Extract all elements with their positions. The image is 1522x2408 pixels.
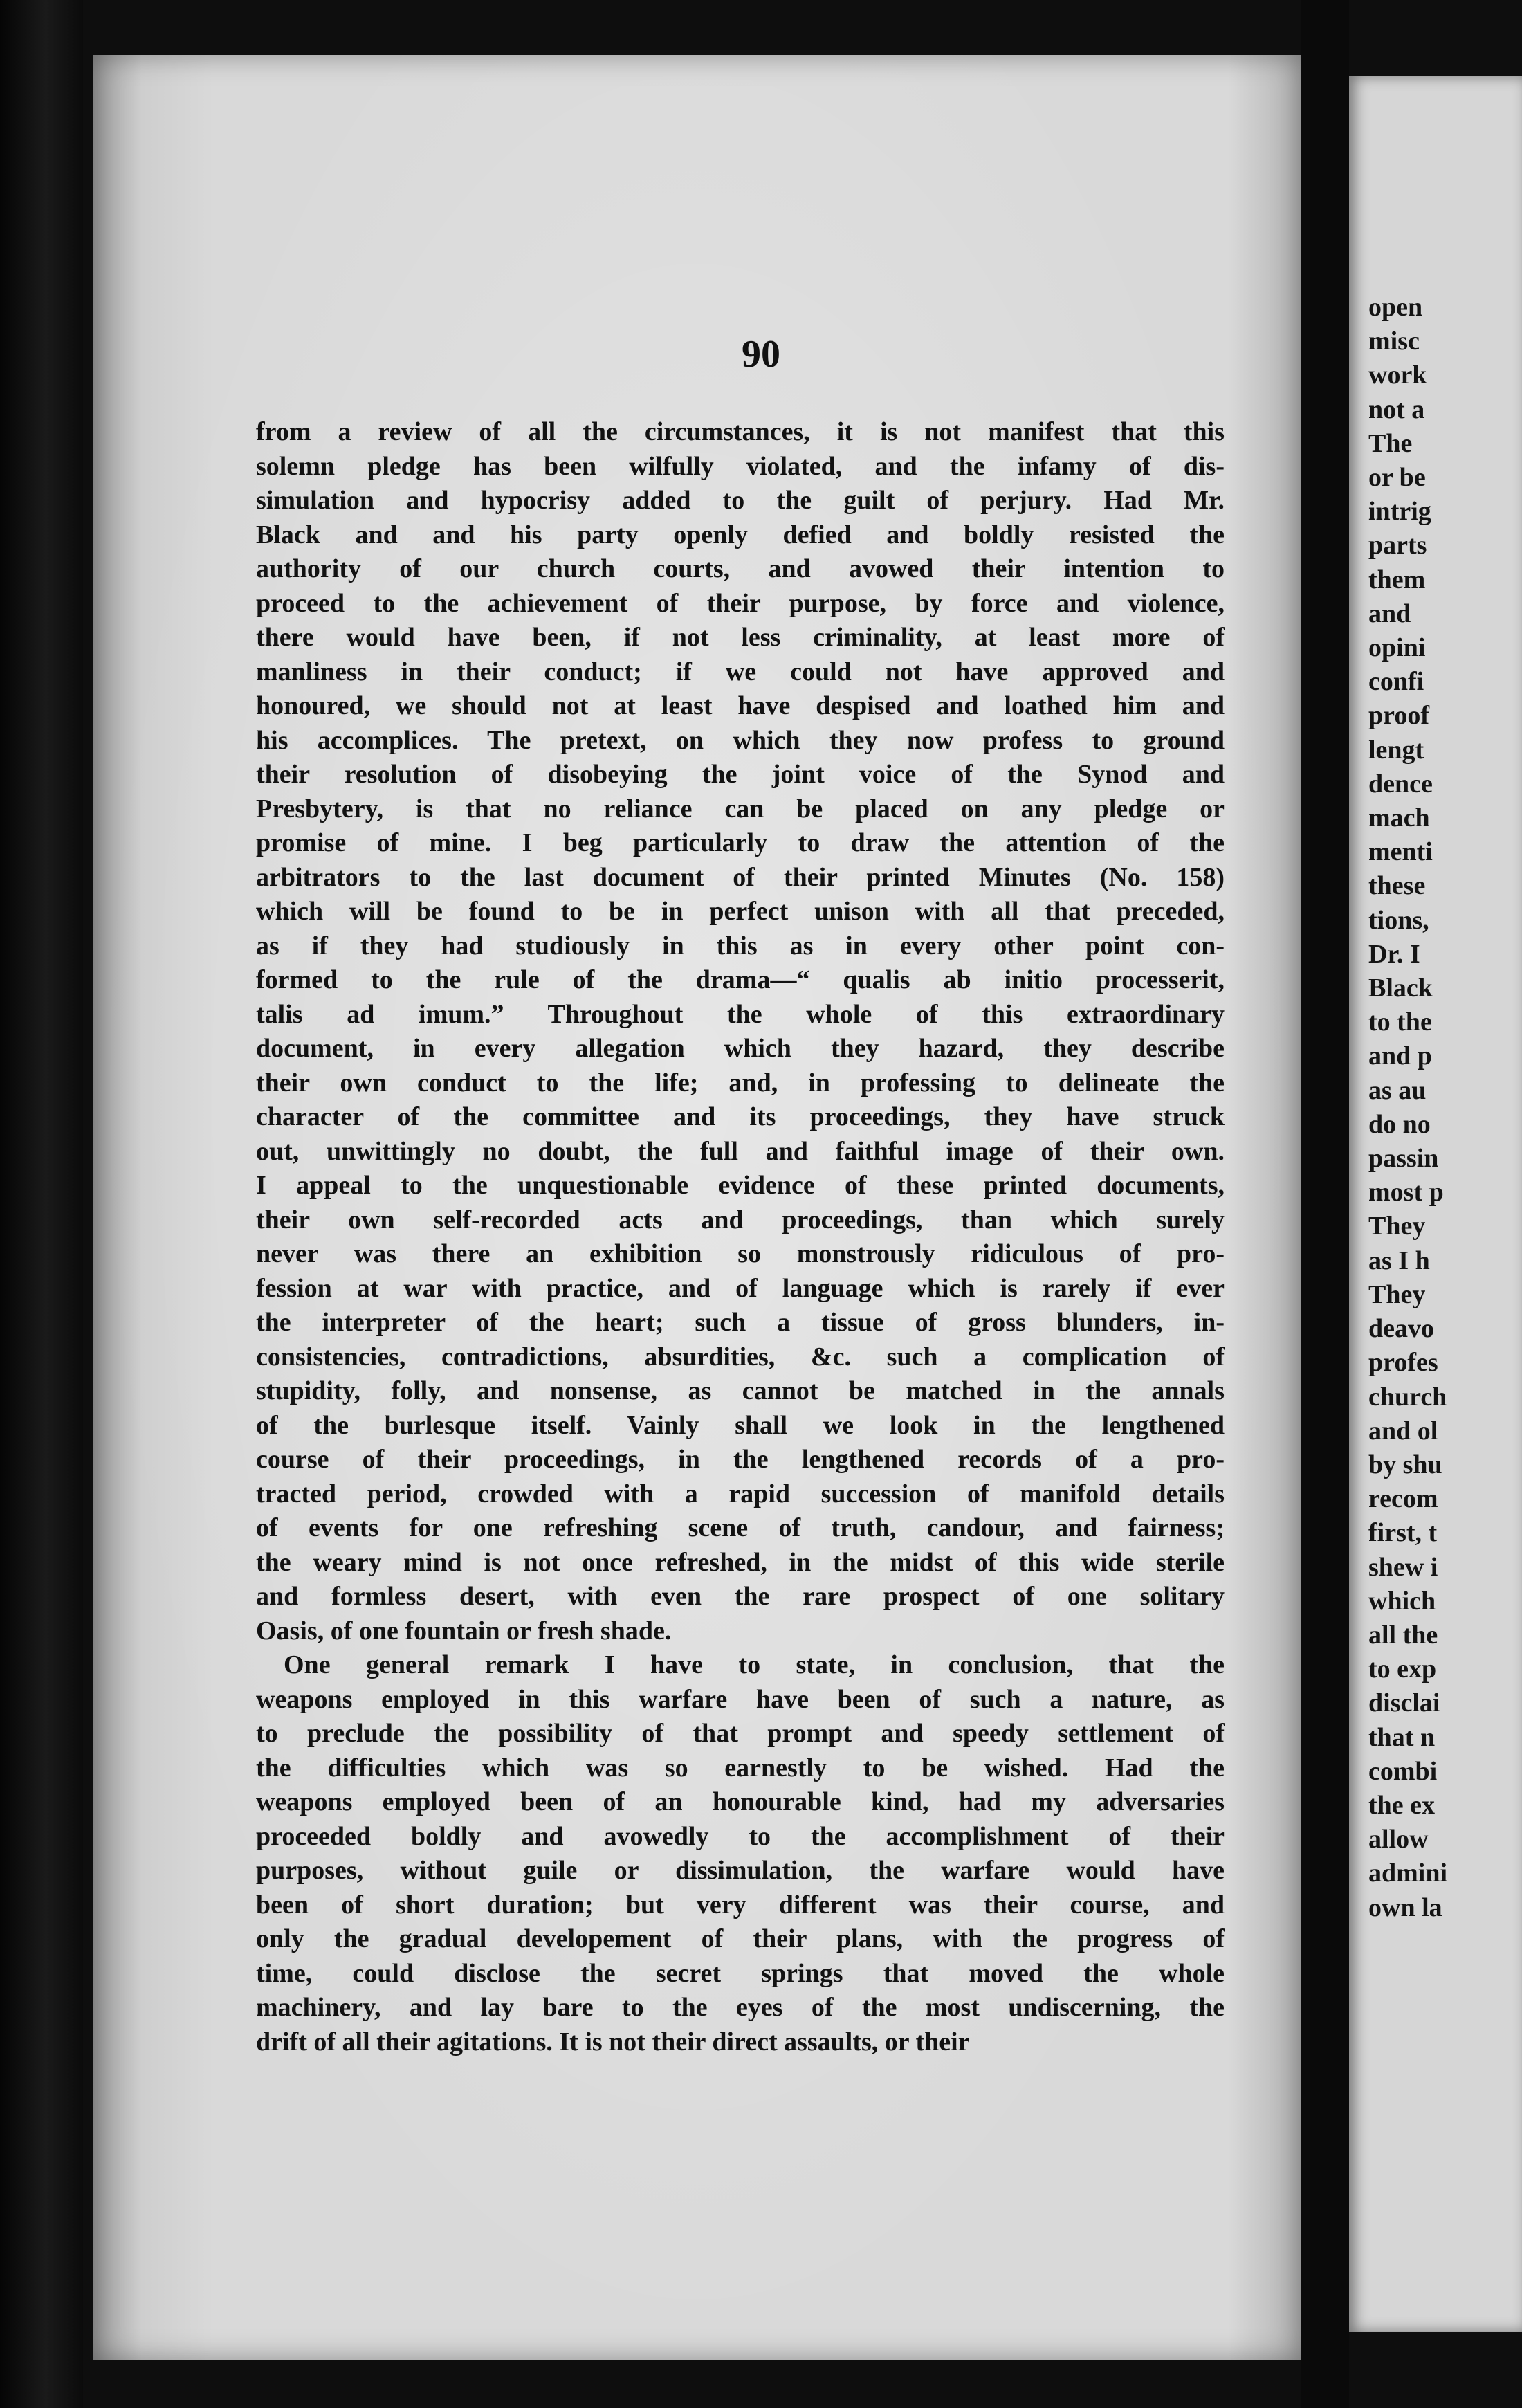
text-line: manliness in their conduct; if we could not have approved and xyxy=(256,657,1225,686)
text-line: formed to the rule of the drama—“ qualis ab initio processerit, xyxy=(256,965,1225,994)
facing-page-line: to the xyxy=(1368,1007,1432,1037)
facing-page-line: admini xyxy=(1368,1859,1448,1888)
facing-page-line: tions, xyxy=(1368,905,1429,935)
facing-page-line: intrig xyxy=(1368,497,1431,527)
text-line: proceeded boldly and avowedly to the accomplishment of their xyxy=(256,1821,1225,1851)
facing-page-line: as I h xyxy=(1368,1246,1430,1275)
page-body xyxy=(256,415,1225,2059)
facing-page-line: menti xyxy=(1368,837,1433,867)
facing-page-line: mach xyxy=(1368,803,1430,833)
facing-page-line: disclai xyxy=(1368,1688,1440,1718)
text-line: stupidity, folly, and nonsense, as cannot be matched in the annals xyxy=(256,1376,1225,1405)
text-line: and formless desert, with even the rare prospect of one solitary xyxy=(256,1582,1225,1611)
text-line: Oasis, of one fountain or fresh shade. xyxy=(256,1616,672,1645)
facing-page-line: The xyxy=(1368,428,1413,458)
text-line: document, in every allegation which they hazard, they describe xyxy=(256,1034,1225,1063)
text-line: of events for one refreshing scene of truth, candour, and fairness; xyxy=(256,1513,1225,1542)
facing-page-line: proof xyxy=(1368,701,1429,731)
text-line: weapons employed in this warfare have been of such a nature, as xyxy=(256,1684,1225,1714)
text-line: honoured, we should not at least have despised and loathed him and xyxy=(256,691,1225,720)
text-line: the difficulties which was so earnestly to be wished. Had the xyxy=(256,1753,1225,1782)
text-line: as if they had studiously in this as in every other point con- xyxy=(256,931,1225,960)
paragraph xyxy=(256,415,1225,1648)
facing-page-line: passin xyxy=(1368,1144,1439,1174)
text-line: proceed to the achievement of their purpose, by force and violence, xyxy=(256,588,1225,618)
text-line: Presbytery, is that no reliance can be placed on any pledge or xyxy=(256,794,1225,823)
text-line: the interpreter of the heart; such a tissue of gross blunders, in- xyxy=(256,1308,1225,1337)
text-line: character of the committee and its proceedings, they have struck xyxy=(256,1102,1225,1131)
text-line: authority of our church courts, and avowed their intention to xyxy=(256,554,1225,583)
text-line: their own self-recorded acts and proceedings, than which surely xyxy=(256,1205,1225,1234)
text-line: from a review of all the circumstances, it is not manifest that this xyxy=(256,417,1225,446)
facing-page-line: dence xyxy=(1368,769,1433,799)
facing-page-line: work xyxy=(1368,361,1427,390)
text-line: purposes, without guile or dissimulation, the warfare would have xyxy=(256,1856,1225,1885)
facing-page-line: them xyxy=(1368,565,1426,594)
text-line: which will be found to be in perfect unison with all that preceded, xyxy=(256,897,1225,926)
facing-page-line: all the xyxy=(1368,1620,1438,1650)
text-line: never was there an exhibition so monstrously ridiculous of pro- xyxy=(256,1239,1225,1268)
facing-page-line: They xyxy=(1368,1212,1426,1241)
facing-page-line: and ol xyxy=(1368,1416,1438,1445)
book-gutter xyxy=(1301,0,1349,2408)
facing-page-line: Dr. I xyxy=(1368,939,1420,969)
text-line: there would have been, if not less criminality, at least more of xyxy=(256,623,1225,652)
facing-page-fragments xyxy=(1368,291,1447,1925)
text-line: of the burlesque itself. Vainly shall we look in the lengthened xyxy=(256,1410,1225,1440)
page-number: 90 xyxy=(742,333,780,376)
facing-page-line: shew i xyxy=(1368,1552,1438,1582)
facing-page-line: church xyxy=(1368,1382,1447,1412)
facing-page-line: do no xyxy=(1368,1109,1431,1139)
text-line: only the gradual developement of their plans, with the progress of xyxy=(256,1924,1225,1953)
text-line: consistencies, contradictions, absurdities, &c. such a complication of xyxy=(256,1342,1225,1371)
text-line: Black and and his party openly defied and boldly resisted the xyxy=(256,520,1225,549)
facing-page-line: by shu xyxy=(1368,1450,1442,1479)
facing-page-line: They xyxy=(1368,1279,1426,1309)
text-line: talis ad imum.” Throughout the whole of this extraordinary xyxy=(256,999,1225,1029)
text-line: to preclude the possibility of that prompt and speedy settlement of xyxy=(256,1719,1225,1748)
facing-page-line: Black xyxy=(1368,974,1433,1003)
facing-page-line: profes xyxy=(1368,1348,1438,1378)
text-line: tracted period, crowded with a rapid succession of manifold details xyxy=(256,1479,1225,1508)
facing-page-line: opini xyxy=(1368,633,1426,663)
text-line: I appeal to the unquestionable evidence of these printed documents, xyxy=(256,1171,1225,1200)
facing-page-line: to exp xyxy=(1368,1654,1437,1684)
text-line: course of their proceedings, in the lengthened records of a pro- xyxy=(256,1445,1225,1474)
facing-page-line: allow xyxy=(1368,1825,1429,1854)
facing-page-line: the ex xyxy=(1368,1790,1436,1820)
text-line: their own conduct to the life; and, in professing to delineate the xyxy=(256,1068,1225,1097)
facing-page-line: that n xyxy=(1368,1722,1436,1752)
text-line: his accomplices. The pretext, on which they now profess to ground xyxy=(256,725,1225,755)
text-line: promise of mine. I beg particularly to draw the attention of the xyxy=(256,828,1225,857)
text-line: time, could disclose the secret springs that moved the whole xyxy=(256,1958,1225,1988)
text-line: drift of all their agitations. It is not their direct assaults, or their xyxy=(256,2027,970,2056)
text-line: fession at war with practice, and of language which is rarely if ever xyxy=(256,1273,1225,1303)
facing-page-line: misc xyxy=(1368,327,1420,356)
text-line: simulation and hypocrisy added to the guilt of perjury. Had Mr. xyxy=(256,486,1225,515)
text-line: machinery, and lay bare to the eyes of the most undiscerning, the xyxy=(256,1993,1225,2022)
facing-page-line: own la xyxy=(1368,1892,1442,1922)
text-line: out, unwittingly no doubt, the full and faithful image of their own. xyxy=(256,1136,1225,1166)
facing-page-line: lengt xyxy=(1368,735,1424,765)
facing-page-line: as au xyxy=(1368,1075,1427,1105)
text-line: the weary mind is not once refreshed, in the midst of this wide sterile xyxy=(256,1547,1225,1577)
text-line: One general remark I have to state, in conclusion, that the xyxy=(284,1650,1225,1679)
facing-page-line: and xyxy=(1368,599,1411,628)
facing-page-line: deavo xyxy=(1368,1314,1434,1344)
facing-page-line: these xyxy=(1368,871,1426,901)
facing-page-line: first, t xyxy=(1368,1518,1438,1548)
text-line: weapons employed been of an honourable kind, had my adversaries xyxy=(256,1787,1225,1816)
facing-page-line: which xyxy=(1368,1586,1436,1616)
facing-page-line: recom xyxy=(1368,1484,1438,1514)
facing-page-line: parts xyxy=(1368,531,1427,560)
facing-page-line: not a xyxy=(1368,394,1425,424)
text-line: their resolution of disobeying the joint voice of the Synod and xyxy=(256,760,1225,789)
facing-page-line: and p xyxy=(1368,1041,1432,1071)
facing-page-line: confi xyxy=(1368,667,1424,697)
facing-page-line: open xyxy=(1368,293,1423,322)
facing-page-edge xyxy=(1349,76,1522,2332)
facing-page-line: most p xyxy=(1368,1178,1444,1207)
text-line: arbitrators to the last document of their printed Minutes (No. 158) xyxy=(256,862,1225,892)
facing-page-line: or be xyxy=(1368,463,1426,493)
paragraph xyxy=(256,1648,1225,2059)
text-line: been of short duration; but very different was their course, and xyxy=(256,1890,1225,1919)
facing-page-line: combi xyxy=(1368,1756,1438,1786)
text-line: solemn pledge has been wilfully violated, and the infamy of dis- xyxy=(256,451,1225,481)
